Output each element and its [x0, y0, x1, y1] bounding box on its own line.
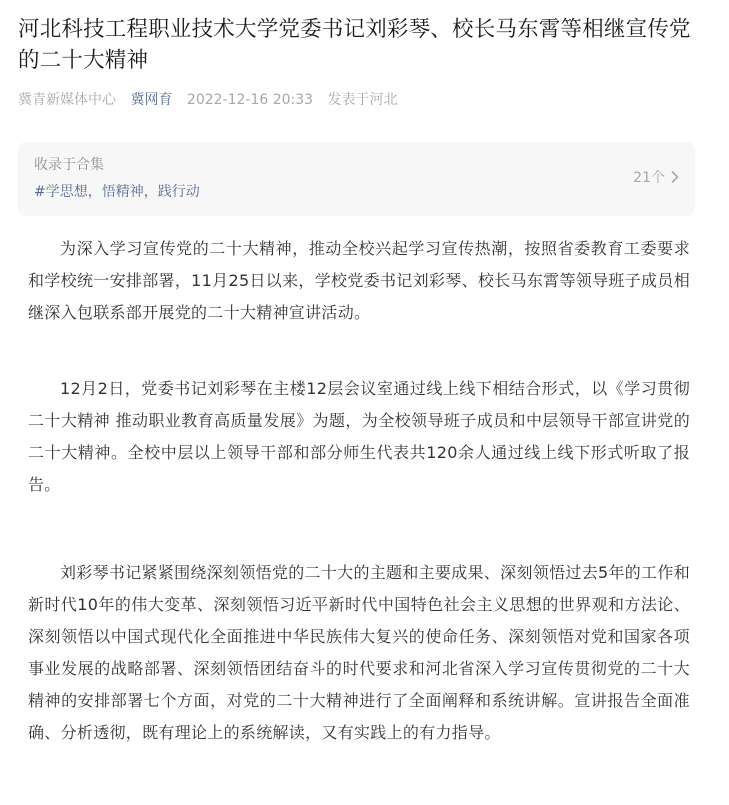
collection-card[interactable]	[18, 142, 695, 216]
article-title: 河北科技工程职业技术大学党委书记刘彩琴、校长马东霄等相继宣传党的二十大精神	[18, 17, 691, 73]
article-paragraph: 刘彩琴书记紧紧围绕深刻领悟党的二十大的主题和主要成果、深刻领悟过去5年的工作和新时代10年的伟大变革、深刻领悟习近平新时代中国特色社会主义思想的世界观和方法论、深刻领悟以中国式现代化全面推进中华民族伟大复兴的使命任务、深刻领悟对党和国家各项事业发展的战略部署、深刻领悟团结奋斗的时代要求和河北省深入学习宣传贯彻党的二十大精神的安排部署七个方面，对党的二十大精神进行了全面阐释和系统讲解。宣讲报告全面准确、分析透彻，既有理论上的系统解读，又有实践上的有力指导。	[28, 563, 690, 742]
article-meta	[18, 89, 408, 111]
collection-count[interactable]	[633, 168, 679, 189]
meta-source: 冀青新媒体中心	[18, 92, 116, 108]
meta-account-link[interactable]: 冀网育	[130, 92, 173, 108]
chevron-right-icon	[671, 169, 679, 189]
meta-datetime: 2022-12-16 20:33	[186, 92, 314, 108]
article-paragraph: 为深入学习宣传党的二十大精神，推动全校兴起学习宣传热潮，按照省委教育工委要求和学校统一安排部署，11月25日以来，学校党委书记刘彩琴、校长马东霄等领导班子成员相继深入包联系部开展党的二十大精神宣讲活动。	[28, 239, 690, 322]
article-paragraph: 12月2日，党委书记刘彩琴在主楼12层会议室通过线上线下相结合形式，以《学习贯彻二十大精神 推动职业教育高质量发展》为题，为全校领导班子成员和中层领导干部宣讲党的二十大精神。全校中层以上领导干部和部分师生代表共120余人通过线上线下形式听取了报告。	[28, 379, 690, 494]
collection-count-text: 21个	[633, 170, 665, 186]
meta-location: 发表于河北	[327, 92, 398, 108]
collection-tags-link[interactable]: #学思想，悟精神，践行动	[34, 184, 200, 200]
collection-label: 收录于合集	[34, 157, 104, 173]
